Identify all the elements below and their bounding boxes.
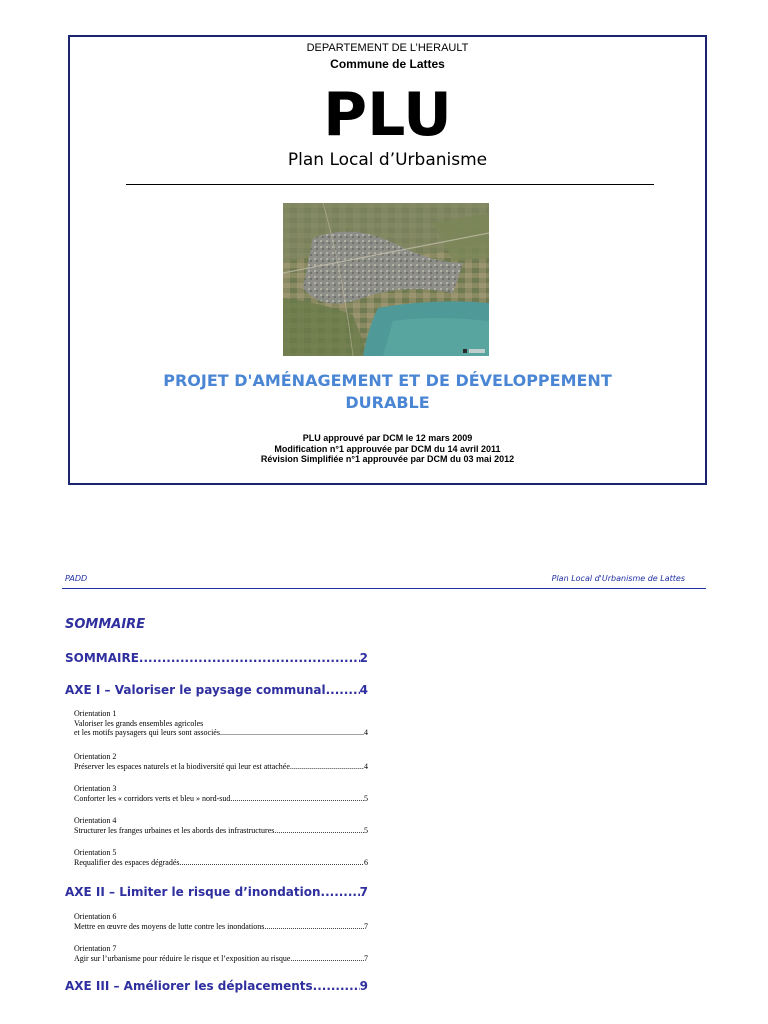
project-title-line1: PROJET D'AMÉNAGEMENT ET DE DÉVELOPPEMENT — [163, 371, 612, 390]
approval-line: Modification n°1 approuvée par DCM du 14 avril 2011 — [274, 443, 501, 454]
project-title — [90, 370, 685, 414]
toc-orientation-2[interactable] — [74, 752, 368, 771]
orientation-page: 6 — [364, 857, 368, 867]
orientation-text: Valoriser les grands ensembles agricoles — [74, 718, 204, 728]
toc-entry-page: 9 — [359, 979, 368, 993]
orientation-text: Requalifier des espaces dégradés — [74, 857, 180, 867]
orientation-number: Orientation 2 — [74, 752, 117, 761]
running-header-right: Plan Local d'Urbanisme de Lattes — [551, 574, 685, 583]
orientation-page: 5 — [364, 825, 368, 835]
toc-orientation-7[interactable] — [74, 944, 368, 963]
approval-notes — [70, 433, 705, 465]
document-subtitle: Plan Local d’Urbanisme — [287, 150, 488, 170]
orientation-text: et les motifs paysagers qui leurs sont associés — [74, 728, 220, 737]
header-rule — [62, 588, 706, 589]
approval-line: PLU approuvé par DCM le 12 mars 2009 — [302, 433, 473, 443]
orientation-number: Orientation 7 — [74, 944, 117, 953]
toc-orientation-3[interactable] — [74, 784, 368, 803]
toc-entry-page: 2 — [359, 651, 368, 665]
toc-orientation-1[interactable] — [74, 709, 368, 738]
toc-orientation-5[interactable] — [74, 848, 368, 867]
running-header-left: PADD — [65, 574, 88, 583]
orientation-text: Conforter les « corridors verts et bleu » nord-sud — [74, 793, 231, 803]
orientation-number: Orientation 6 — [74, 912, 117, 921]
orientation-number: Orientation 5 — [74, 848, 117, 857]
commune-label: Commune de Lattes — [330, 57, 445, 71]
toc-orientation-6[interactable] — [74, 912, 368, 931]
toc-entry-axe-1[interactable] — [65, 683, 368, 697]
toc-entry-axe-3[interactable] — [65, 979, 368, 993]
approval-line: Révision Simplifiée n°1 approuvée par DCM du 03 mai 2012 — [260, 454, 515, 464]
toc-entry-label: SOMMAIRE — [65, 651, 139, 665]
aerial-photo — [283, 203, 489, 356]
cover-frame — [68, 35, 707, 485]
toc-entry-page: 7 — [359, 885, 368, 899]
toc-entry-label: AXE II – Limiter le risque d’inondation — [65, 885, 321, 899]
toc-entry-sommaire[interactable] — [65, 651, 368, 665]
orientation-page: 7 — [364, 953, 368, 963]
orientation-page: 5 — [364, 793, 368, 803]
department-label: DEPARTEMENT DE L’HERAULT — [306, 42, 469, 54]
orientation-page: 4 — [364, 728, 368, 737]
document-title: PLU — [323, 80, 452, 150]
toc-orientation-4[interactable] — [74, 816, 368, 835]
toc-entry-label: AXE I – Valoriser le paysage communal — [65, 683, 326, 697]
orientation-text: Préserver les espaces naturels et la biodiversité qui leur est attachée — [74, 761, 290, 771]
orientation-text: Agir sur l’urbanisme pour réduire le risque et l’exposition au risque — [74, 953, 291, 963]
toc-entry-axe-2[interactable] — [65, 885, 368, 899]
orientation-page: 7 — [364, 921, 368, 931]
title-divider — [126, 184, 654, 185]
orientation-text: Structurer les franges urbaines et les abords des infrastructures — [74, 825, 275, 835]
orientation-number: Orientation 1 — [74, 709, 117, 718]
orientation-number: Orientation 4 — [74, 816, 117, 825]
orientation-text: Mettre en œuvre des moyens de lutte contre les inondations — [74, 921, 265, 931]
toc-title: SOMMAIRE — [65, 617, 146, 632]
toc-entry-label: AXE III – Améliorer les déplacements — [65, 979, 313, 993]
orientation-page: 4 — [364, 761, 368, 771]
toc-entry-page: 4 — [359, 683, 368, 697]
orientation-number: Orientation 3 — [74, 784, 117, 793]
project-title-line2: DURABLE — [345, 393, 430, 412]
